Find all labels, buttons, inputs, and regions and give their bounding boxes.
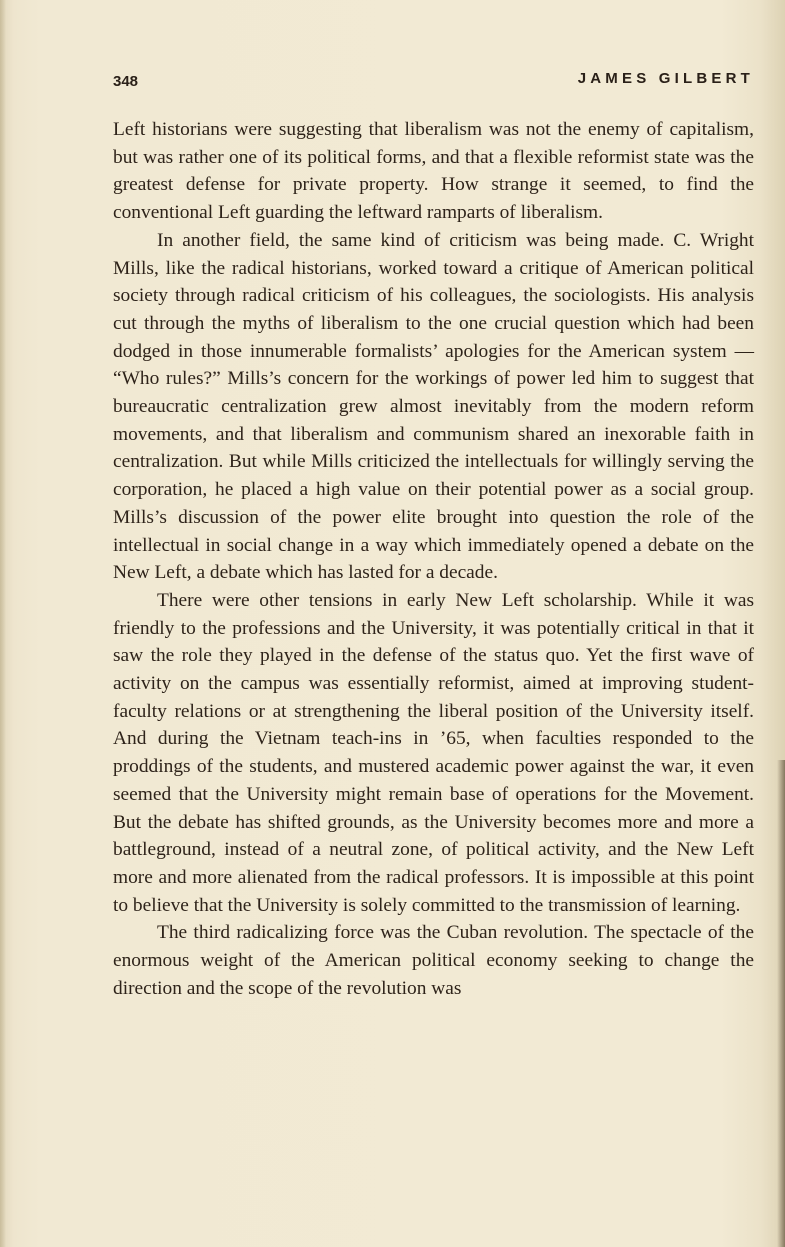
paragraph-continuation: Left historians were suggesting that liberalism was not the enemy of capitalism, but was rather one of its political forms, and that a flexible reformist state was the greatest defense for private property. How strange it seemed, to find the conventional Left guarding the leftward ramparts of liberalism. — [113, 119, 754, 224]
paragraph-mills: In another field, the same kind of criticism was being made. C. Wright Mills, like the radical historians, worked toward a critique of American political society through radical criticism of his colleagues, the sociologists. His analysis cut through the myths of liberalism to the one crucial question which had been dodged in those innumerable formalists’ apologies for the American system — “Who rules?” Mills’s concern for the workings of power led him to suggest that bureaucratic centralization grew almost inevitably from the modern reform movements, and that liberalism and communism shared an inexorable faith in centralization. But while Mills criticized the intellectuals for willingly serving the corporation, he placed a high value on their potential power as a social group. Mills’s discussion of the power elite brought into question the role of the intellectual in social change in a way which immediately opened a debate on the New Left, a debate which has lasted for a decade. — [113, 229, 754, 584]
page-edge-shadow — [777, 760, 785, 1247]
page-number: 348 — [113, 73, 139, 90]
body-text — [113, 116, 754, 1003]
page-header — [113, 70, 754, 94]
page-gutter-shading — [0, 0, 6, 1247]
paragraph-tensions: There were other tensions in early New Left scholarship. While it was friendly to the professions and the University, it was potentially critical in that it saw the role they played in the defense of the status quo. Yet the first wave of activity on the campus was essentially reformist, aimed at improving student-faculty relations or at strengthening the liberal position of the University itself. And during the Vietnam teach-ins in ’65, when faculties responded to the proddings of the students, and mustered academic power against the war, it even seemed that the University might remain base of operations for the Movement. But the debate has shifted grounds, as the University becomes more and more a battleground, instead of a neutral zone, of political activity, and the New Left more and more alienated from the radical professors. It is impossible at this point to believe that the University is solely committed to the transmission of learning. — [113, 589, 754, 916]
paragraph-cuban-revolution: The third radicalizing force was the Cuban revolution. The spectacle of the enormous weight of the American political economy seeking to change the direction and the scope of the revolution was — [113, 922, 754, 999]
running-head: JAMES GILBERT — [577, 70, 754, 87]
